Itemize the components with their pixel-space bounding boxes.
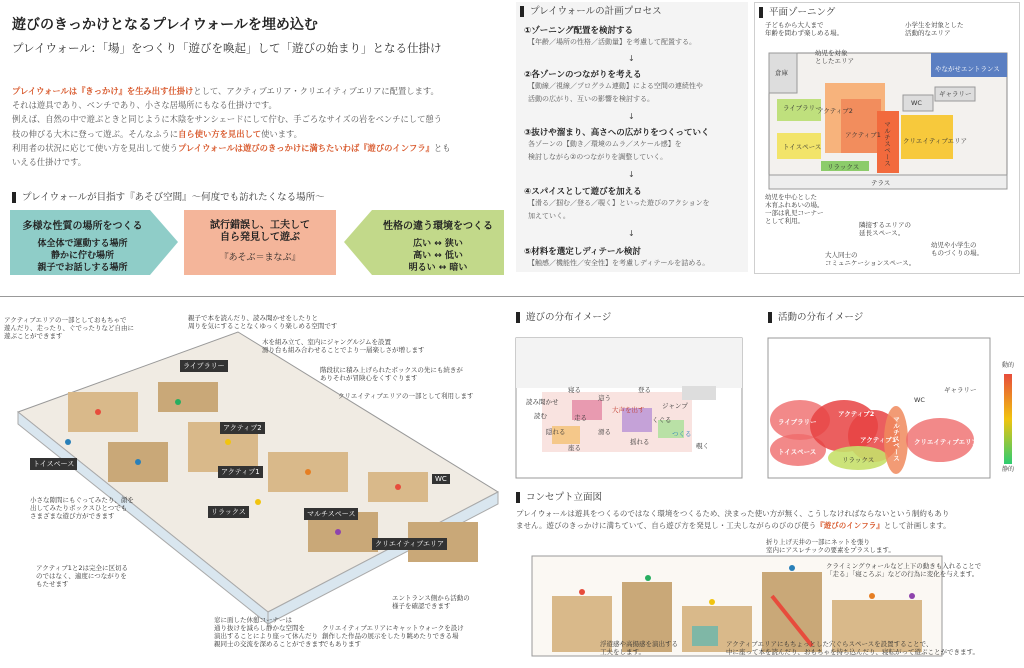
play-dist-heading: 遊びの分布イメージ: [516, 312, 611, 323]
goal-box-diversity: [10, 210, 178, 275]
activity-zone-label: トイスペース: [778, 448, 817, 456]
play-word: ジャンプ: [662, 402, 688, 410]
zoning-heading: 平面ゾーニング: [759, 7, 835, 18]
iso-room-tag: マルチスペース: [304, 508, 358, 520]
activity-zone-label: リラックス: [842, 456, 875, 464]
process-step: [524, 126, 744, 164]
zone-label: トイスペース: [783, 143, 822, 151]
play-word: 覗く: [696, 442, 709, 450]
play-word: くぐる: [652, 416, 672, 424]
concept-highlight: 『遊びのインフラ』: [816, 521, 884, 530]
activity-zone-label: ギャラリー: [944, 386, 977, 394]
zone-label: マルチスペース: [883, 121, 891, 167]
play-word: 読み聞かせ: [526, 398, 559, 406]
iso-note: エントランス側から活動の 様子を確認できます: [392, 594, 470, 610]
play-word: 大声を出す: [612, 406, 645, 414]
process-step-title: ②各ゾーンのつながりを考える: [524, 70, 642, 80]
iso-room-tag: クリエイティブエリア: [372, 538, 447, 550]
concept-line: プレイウォールは遊具をつくるのではなく環境をつくるため、決まった使い方が無く、こうしなければならないという制約もあり: [516, 509, 950, 518]
play-dist-panel: [512, 310, 756, 482]
process-step-title: ⑤材料を選定しディテール検討: [524, 247, 641, 257]
goal-box-line: 静かに佇む場所: [50, 251, 114, 261]
isometric-view: [4, 312, 504, 664]
play-word: 滑る: [598, 428, 611, 436]
zone-label: 倉庫: [775, 69, 788, 77]
section-divider: [0, 296, 1024, 297]
zoning-note: 隣接するエリアの 延長スペース。: [859, 221, 911, 237]
intro-line: それは遊具であり、ベンチであり、小さな居場所にもなる仕掛けです。: [12, 100, 277, 111]
play-word: 揺れる: [630, 438, 650, 446]
play-word: 隠れる: [546, 428, 566, 436]
iso-note: 親子で本を読んだり、読み聞かせをしたりと 周りを気にすることなくゆっくり楽しめる空間です: [188, 314, 338, 330]
zone-label: クリエイティブエリア: [903, 137, 968, 145]
intro-line: として、アクティブエリア・クリエイティブエリアに配置します。: [193, 86, 439, 96]
isometric-drawing: [8, 312, 504, 664]
process-step-text: 加えていく。: [528, 212, 570, 220]
goals-heading: プレイウォールが目指す『あそび空間』〜何度でも訪れたくなる場所〜: [12, 192, 325, 203]
zone-label: やながせエントランス: [935, 65, 1000, 73]
activity-zone-label: アクティブ1: [860, 436, 897, 444]
process-arrow-icon: ↓: [628, 112, 635, 121]
zone-label: ギャラリー: [939, 90, 972, 98]
process-arrow-icon: ↓: [628, 170, 635, 179]
intro-line: とも: [433, 142, 451, 153]
zoning-note: 子どもから大人まで 年齢を問わず楽しめる場。: [765, 21, 843, 37]
zoning-note: 幼児を中心とした 木育ふれあいの場。 一部は乳児コーナー として利用。: [765, 193, 824, 225]
legend-label-dynamic: 動的: [1002, 362, 1015, 369]
goal-box-line: 広い ↔ 狭い: [413, 239, 463, 249]
iso-note: 階段状に積み上げられたボックスの先にも続きが ありそれが冒険心をくすぐります: [320, 366, 463, 382]
concept-note: クライミングウォールなど上下の動きも入れることで 「走る」「寝ころぶ」などの行為に変化を与えます。: [826, 562, 982, 578]
concept-heading: コンセプト立面図: [516, 492, 602, 503]
page-subtitle: プレイウォール：「場」をつくり「遊びを喚起」して「遊びの始まり」となる仕掛け: [12, 41, 442, 55]
goal-box-title: 多様な性質の場所をつくる: [22, 221, 143, 232]
zoning-note: 大人同士の コミュニケーションスペース。: [825, 251, 916, 267]
goal-box-line: 明るい ↔ 暗い: [408, 263, 468, 273]
iso-note: 小さな隙間にもぐってみたり、顔を 出してみたりボックスひとつでも さまざまな遊び方ができます: [30, 496, 134, 520]
process-step: [524, 245, 744, 270]
process-step-title: ④スパイスとして遊びを加える: [524, 187, 642, 197]
process-arrow-icon: ↓: [628, 54, 635, 63]
activity-zone-label: クリエイティブエリア: [914, 438, 979, 446]
concept-note: 浮遊感や高揚感を演出する 工夫をします。: [600, 640, 678, 656]
iso-note: 窓に面した休憩コーナーは 通り抜けを減らし静かな空間を 演出することにより座って休んだり 親同士の交流を深めることができます: [214, 616, 325, 648]
process-heading: プレイウォールの計画プロセス: [520, 6, 662, 17]
goal-box-line: 高い ↔ 低い: [413, 251, 463, 261]
process-arrow-icon: ↓: [628, 229, 635, 238]
process-step-text: 【年齢／場所の性格／活動量】を考慮して配置する。: [528, 38, 696, 46]
intro-highlight: プレイウォールは『きっかけ』を生み出す仕掛け: [12, 86, 194, 96]
goal-box-environment: [344, 210, 504, 275]
iso-room-tag: ライブラリー: [180, 360, 228, 372]
intro-line: 使います。: [261, 128, 302, 139]
activity-zone-label: ライブラリー: [778, 418, 817, 426]
intro-highlight: プレイウォールは遊びのきっかけに満ちたいわば『遊びのインフラ』: [177, 142, 434, 153]
iso-room-tag: リラックス: [208, 506, 249, 518]
process-step-text: 【滑る／掴む／登る／覗く】といった遊びのアクションを: [528, 199, 710, 207]
process-step-title: ③抜けや溜まり、高さへの広がりをつくっていく: [524, 128, 710, 138]
zone-label: WC: [911, 99, 922, 107]
iso-note: 木を組み立て、室内にジャングルジムを設置 滑り台も組み合わせることでより一層楽しさが増します: [262, 338, 425, 354]
process-step: [524, 24, 744, 49]
play-word: 這う: [598, 394, 611, 402]
intro-highlight: 自ら使い方を見出して: [178, 128, 262, 139]
goal-box-title: 性格の違う環境をつくる: [383, 221, 493, 232]
process-step-text: 検討しながら②のつながりを調整していく。: [528, 153, 668, 161]
intro-line: 例えば、自然の中で遊ぶときと同じように木陰をサンシェードにして佇む、手ごろなサイズの岩をベンチにして憩う: [12, 114, 442, 125]
process-step-text: 活動の広がり、互いの影響を検討する。: [528, 95, 654, 103]
goal-box-line: 体全体で運動する場所: [37, 239, 128, 249]
concept-panel: [512, 490, 1020, 666]
process-panel: [516, 2, 748, 272]
zone-label: リラックス: [827, 163, 860, 171]
process-step-text: 【動線／視線／プログラム連動】による空間の連続性や: [528, 82, 703, 90]
goal-box-title: 試行錯誤し、工夫して: [210, 220, 310, 231]
legend-label-static: 静的: [1002, 466, 1015, 473]
iso-note: クリエイティブエリアにキャットウォークを設け 創作した作品の展示をしたり眺めたりできる場 でもあります: [322, 624, 464, 648]
process-step: [524, 185, 744, 223]
concept-text: [516, 508, 1016, 532]
iso-note: クリエイティブエリアの一部として利用します: [338, 392, 474, 400]
zone-label: ライブラリー: [783, 104, 822, 112]
play-word: 走る: [574, 414, 587, 422]
goal-box-line: 親子でお話しする場所: [37, 263, 128, 273]
iso-room-tag: アクティブ2: [220, 422, 265, 434]
play-word: 座る: [568, 444, 581, 452]
iso-room-tag: トイスペース: [30, 458, 77, 470]
goal-box-discovery: [184, 210, 336, 275]
zone-label: アクティブ1: [845, 131, 881, 139]
activity-zone-label: WC: [914, 396, 925, 404]
play-word: つくる: [672, 430, 692, 438]
zoning-note: 小学生を対象とした 活動的なエリア: [905, 21, 964, 37]
goal-box-subtitle: 『あそぶ＝まなぶ』: [219, 253, 301, 263]
zoning-panel: [754, 2, 1020, 274]
activity-dist-panel: [764, 310, 1020, 482]
play-word: 登る: [638, 386, 651, 394]
intro-line: 利用者の状況に応じて使い方を見出して使う: [12, 142, 178, 153]
process-step-text: 各ゾーンの【動き／環境のムラ／スケール感】を: [528, 140, 682, 148]
iso-note: アクティブエリアの一部としておもちゃで 遊んだり、走ったり、ぐでったりなど自由に 遊ぶことができます: [4, 316, 134, 340]
concept-line: ません。遊びのきっかけに満ちていて、自ら遊び方を発見し・工夫しながらのびのび使う: [516, 521, 817, 530]
concept-note: 折り上げ天井の一部にネットを張り 室内にアスレチックの要素をプラスします。: [766, 538, 895, 554]
iso-room-tag: WC: [432, 474, 450, 484]
iso-room-tag: アクティブ1: [218, 466, 263, 478]
process-step-text: 【触感／機能性／安全性】を考慮しディテールを詰める。: [528, 259, 710, 267]
iso-note: アクティブ1と2は完全に区切る のではなく、適度につながりを もたせます: [36, 564, 129, 588]
process-step-title: ①ゾーニング配置を検討する: [524, 26, 634, 36]
intro-line: いえる仕掛けです。: [12, 157, 87, 168]
concept-note: アクティブエリアにもちょっとした穴ぐらスペースを設置することで、 中に座って本を読んだり、おもちゃを持ち込んだり、寝転がって遊ぶことができます。: [726, 640, 979, 656]
intro-line: 枝の伸びる大木に登って遊ぶ。そんなふうに: [12, 128, 179, 139]
zone-label: アクティブ2: [817, 107, 853, 115]
intro-text: [12, 84, 502, 169]
zoning-note: 幼児を対象 としたエリア: [815, 49, 854, 65]
concept-line: として計画します。: [883, 521, 951, 530]
goal-box-title: 自ら発見して遊ぶ: [220, 232, 300, 243]
play-word: 読む: [534, 412, 547, 420]
zoning-note: 幼児や小学生の ものづくりの場。: [931, 241, 983, 257]
activity-zone-label: マルチスペース: [892, 416, 900, 462]
play-word: 寝る: [568, 386, 581, 394]
process-step: [524, 68, 744, 106]
activity-dist-heading: 活動の分布イメージ: [768, 312, 863, 323]
zone-label: テラス: [871, 179, 891, 187]
page-title: 遊びのきっかけとなるプレイウォールを埋め込む: [12, 17, 318, 33]
activity-zone-label: アクティブ2: [838, 410, 875, 418]
